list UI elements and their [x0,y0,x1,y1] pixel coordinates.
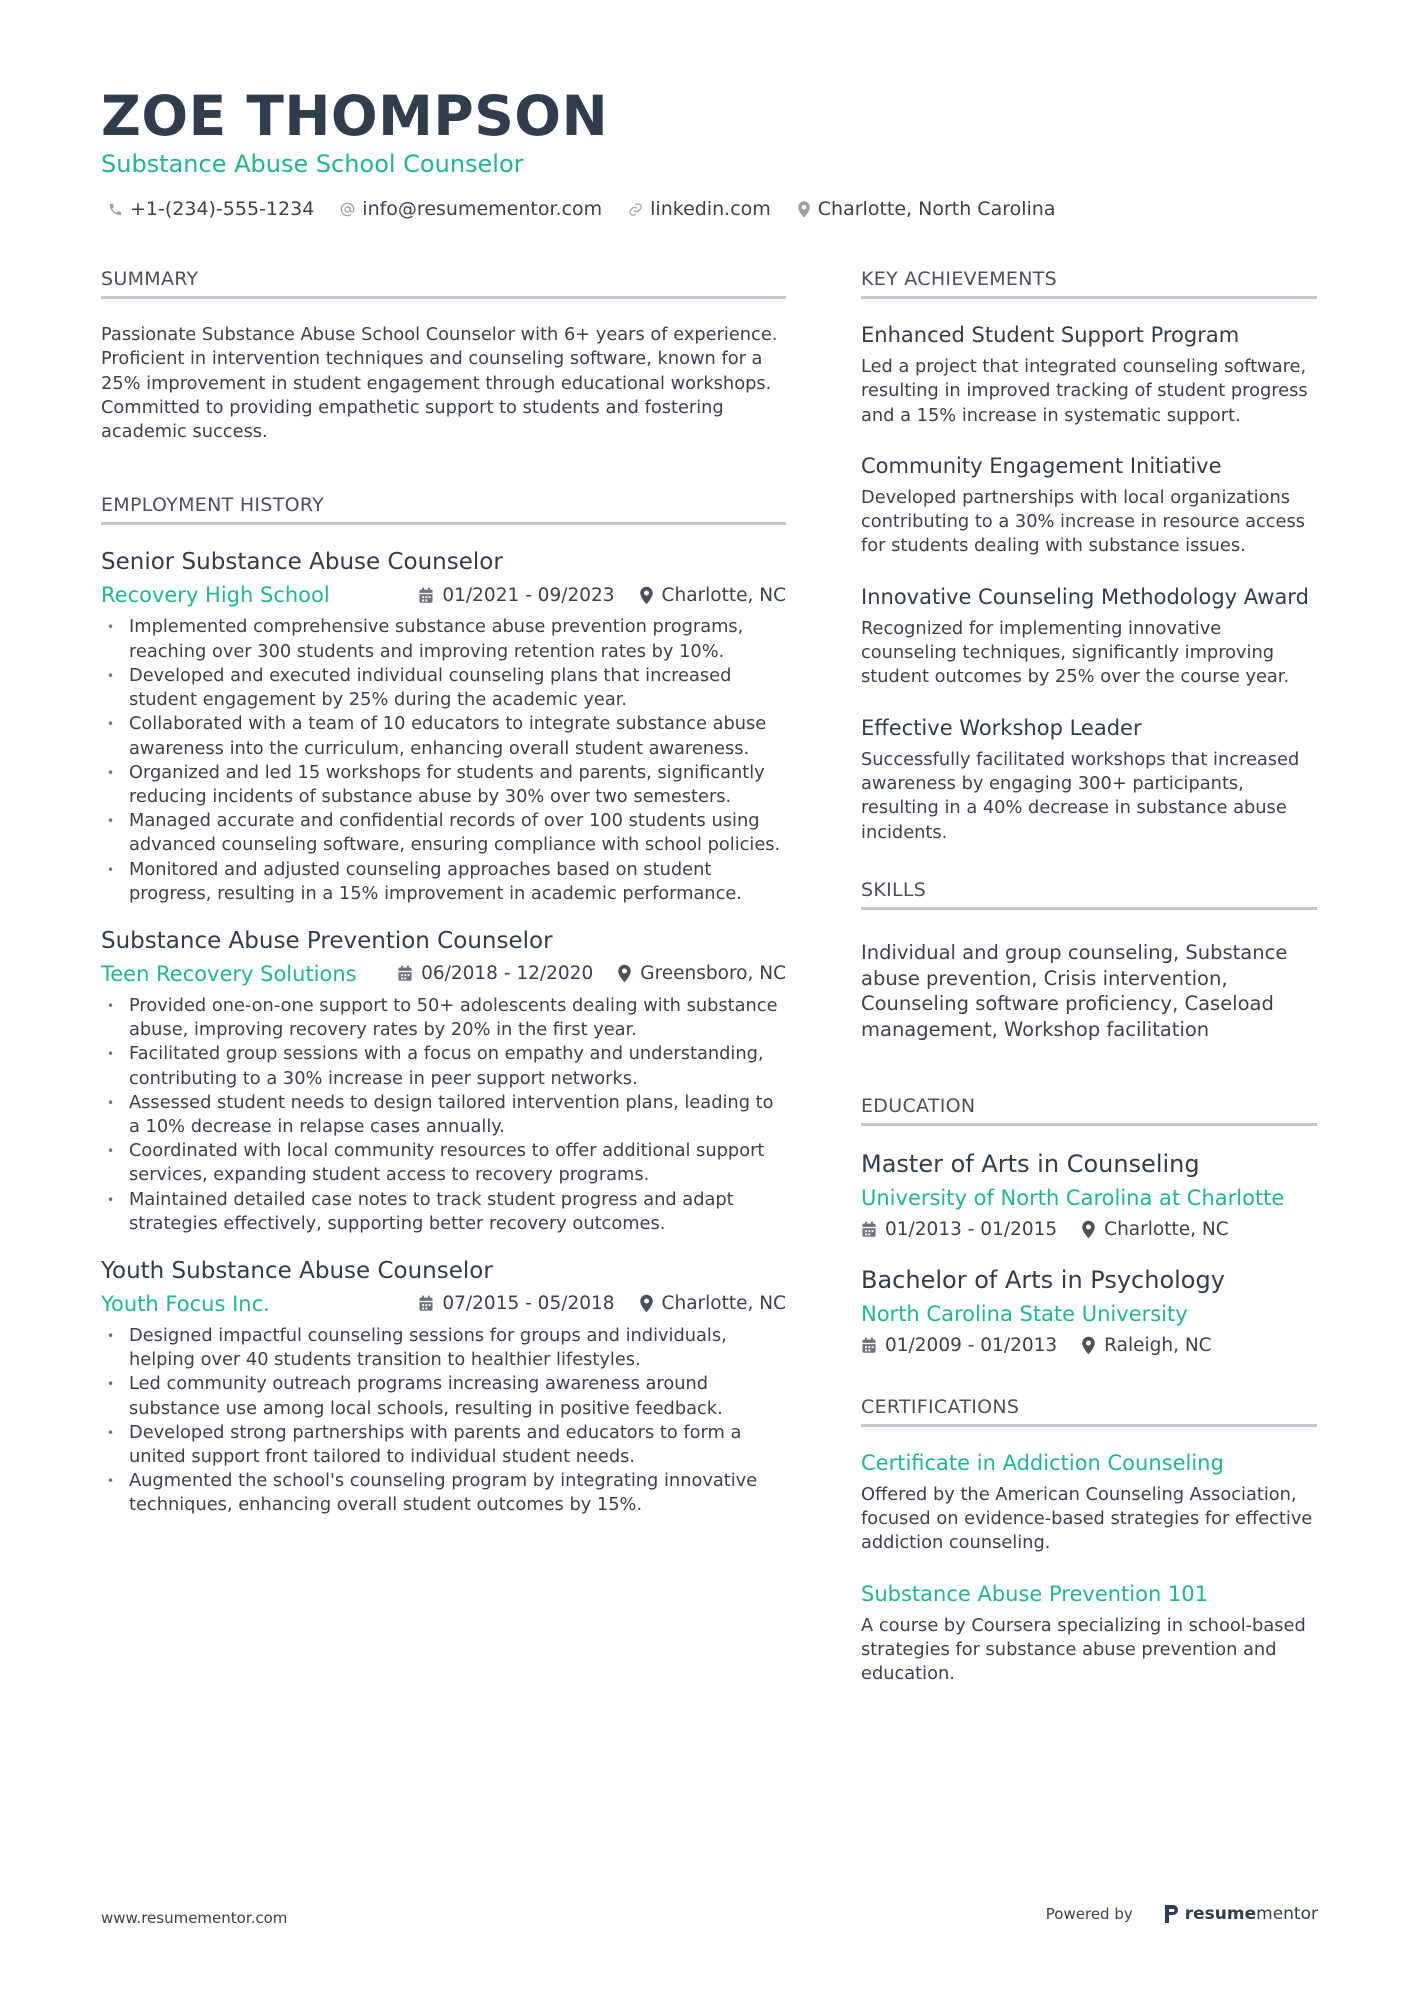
achievement-item [861,323,1317,428]
certification-title: Certificate in Addiction Counseling [861,1450,1224,1475]
achievement-text: Led a project that integrated counseling software, resulting in improved tracking of student progress and a 15% increase in systematic support. [861,356,1308,426]
map-pin-icon [639,1294,654,1313]
brand-name-thin: mentor [1256,1904,1318,1924]
contact-email[interactable] [340,198,602,220]
link-icon [628,202,643,217]
job-location [639,585,786,606]
map-pin-icon [639,586,654,605]
achievements-section [861,268,1317,845]
job-meta [101,583,786,607]
achievement-title: Innovative Counseling Methodology Award [861,584,1309,609]
company-name: Youth Focus Inc. [101,1291,270,1316]
education-dates [861,1335,1057,1356]
right-column [861,268,1317,1736]
education-location-text: Raleigh, NC [1104,1334,1212,1356]
job-entry [101,549,786,905]
company-name: Recovery High School [101,583,330,608]
job-title: Substance Abuse Prevention Counselor [101,927,553,954]
left-column [101,268,786,1540]
section-title-skills: SKILLS [861,879,1317,910]
linkedin-text: linkedin.com [650,198,771,220]
job-entry [101,1258,786,1518]
certification-text: A course by Coursera specializing in school-based strategies for substance abuse prevention and education. [861,1614,1306,1685]
education-location-text: Charlotte, NC [1104,1218,1229,1240]
job-bullet: • Maintained detailed case notes to track student progress and adapt strategies effectively, supporting better recovery outcomes. [101,1188,786,1236]
contact-bar [108,198,1081,220]
achievement-text: Recognized for implementing innovative counseling techniques, significantly improving student outcomes by 25% over the course year. [861,617,1290,688]
map-pin-icon [617,964,632,983]
section-title-education: EDUCATION [861,1095,1317,1126]
calendar-icon [861,1337,877,1354]
job-location-text: Charlotte, NC [661,1293,786,1315]
education-school: University of North Carolina at Charlotte [861,1185,1285,1210]
brand-name-bold: resume [1184,1904,1257,1924]
certification-text: Offered by the American Counseling Association, focused on evidence-based strategies for effective addiction counseling. [861,1483,1313,1554]
location-text: Charlotte, North Carolina [817,198,1056,220]
job-bullet: • Provided one-on-one support to 50+ adolescents dealing with substance abuse, improving recovery rates by 20% in the first year. [101,994,786,1042]
contact-location [797,198,1056,220]
job-title: Youth Substance Abuse Counselor [101,1257,493,1284]
achievement-text: Developed partnerships with local organizations contributing to a 30% increase in resource access for students dealing with substance issues. [861,486,1305,557]
footer-brand [1046,1904,1318,1924]
job-bullet: • Monitored and adjusted counseling approaches based on student progress, resulting in a 15% improvement in academic performance. [101,858,786,906]
education-degree: Master of Arts in Counseling [861,1149,1200,1178]
job-bullet: • Assessed student needs to design tailored intervention plans, leading to a 10% decrease in relapse cases annually. [101,1091,786,1139]
job-dates [397,963,593,984]
candidate-role: Substance Abuse School Counselor [101,150,524,178]
job-bullet: • Collaborated with a team of 10 educators to integrate substance abuse awareness into the curriculum, enhancing overall student awareness. [101,712,786,760]
brand-logo[interactable] [1163,1904,1318,1924]
job-dates-text: 01/2021 - 09/2023 [442,584,615,606]
job-dates [418,585,614,606]
summary-text: Passionate Substance Abuse School Counselor with 6+ years of experience. Proficient in intervention techniques and counseling software, known for a 25% improvement in student engagement through educational workshops. Committed to providing empathetic support to students and fostering academic success. [101,324,778,443]
employment-section [101,494,786,1517]
calendar-icon [861,1221,877,1238]
footer-website[interactable]: www.resumementor.com [101,1909,288,1927]
job-bullets [101,1324,786,1518]
job-location [639,1293,786,1314]
certifications-section [861,1396,1317,1687]
job-bullet: • Developed strong partnerships with parents and educators to form a united support front tailored to individual student needs. [101,1421,786,1469]
achievement-item [861,454,1317,559]
job-entry [101,928,786,1236]
skills-section [861,879,1317,1043]
job-dates [418,1293,614,1314]
job-location [617,963,786,984]
certification-item [861,1582,1317,1687]
job-bullet: • Led community outreach programs increasing awareness around substance use among local schools, resulting in positive feedback. [101,1372,786,1420]
job-bullet: • Facilitated group sessions with a focus on empathy and understanding, contributing to a 30% increase in peer support networks. [101,1042,786,1090]
job-location-text: Charlotte, NC [661,584,786,606]
achievement-item [861,716,1317,845]
job-bullet: • Designed impactful counseling sessions for groups and individuals, helping over 40 students transition to healthier lifestyles. [101,1324,786,1372]
job-location-text: Greensboro, NC [640,963,786,985]
job-title: Senior Substance Abuse Counselor [101,549,503,576]
contact-phone[interactable] [108,198,314,220]
calendar-icon [397,965,413,982]
achievement-title: Effective Workshop Leader [861,715,1142,740]
at-sign-icon [340,202,355,217]
education-item [861,1266,1317,1356]
achievement-item [861,585,1317,690]
skills-text: Individual and group counseling, Substance abuse prevention, Crisis intervention, Counseling software proficiency, Caseload management, Workshop facilitation [861,940,1288,1041]
summary-section [101,268,786,444]
job-bullets [101,615,786,905]
section-title-summary: SUMMARY [101,268,786,299]
job-meta [101,1292,786,1316]
section-title-employment: EMPLOYMENT HISTORY [101,494,786,525]
job-bullet: • Developed and executed individual counseling plans that increased student engagement by 25% during the academic year. [101,664,786,712]
resumementor-logo-icon [1163,1904,1179,1924]
contact-linkedin[interactable] [628,198,771,220]
calendar-icon [418,1295,434,1312]
achievement-text: Successfully facilitated workshops that increased awareness by engaging 300+ participants, resulting in a 40% decrease in substance abuse incidents. [861,748,1300,843]
education-section [861,1095,1317,1356]
job-bullets [101,994,786,1236]
education-dates [861,1219,1057,1240]
section-title-certifications: CERTIFICATIONS [861,1396,1317,1427]
job-dates-text: 07/2015 - 05/2018 [442,1293,615,1315]
education-dates-text: 01/2013 - 01/2015 [885,1218,1058,1240]
section-title-achievements: KEY ACHIEVEMENTS [861,268,1317,299]
education-degree: Bachelor of Arts in Psychology [861,1265,1225,1294]
education-location [1081,1335,1211,1356]
map-pin-icon [1081,1220,1096,1239]
education-location [1081,1219,1228,1240]
job-dates-text: 06/2018 - 12/2020 [421,963,594,985]
achievement-title: Community Engagement Initiative [861,453,1222,478]
certification-title: Substance Abuse Prevention 101 [861,1581,1209,1606]
certification-item [861,1451,1317,1556]
job-bullet: • Managed accurate and confidential records of over 100 students using advanced counseling software, ensuring compliance with school policies. [101,809,786,857]
job-meta [101,962,786,986]
education-dates-text: 01/2009 - 01/2013 [885,1334,1058,1356]
phone-text: +1-(234)-555-1234 [130,198,315,220]
phone-icon [108,202,123,217]
education-item [861,1150,1317,1240]
powered-by-text: Powered by [1045,1905,1133,1923]
education-school: North Carolina State University [861,1301,1188,1326]
achievement-title: Enhanced Student Support Program [861,323,1240,347]
map-pin-icon [797,201,811,218]
calendar-icon [418,587,434,604]
candidate-name: ZOE THOMPSON [101,84,609,148]
job-bullet: • Organized and led 15 workshops for students and parents, significantly reducing incidents of substance abuse by 30% over two semesters. [101,761,786,809]
job-bullet: • Implemented comprehensive substance abuse prevention programs, reaching over 300 students and improving retention rates by 10%. [101,615,786,663]
company-name: Teen Recovery Solutions [101,961,357,986]
job-bullet: • Augmented the school's counseling program by integrating innovative techniques, enhancing overall student outcomes by 15%. [101,1469,786,1517]
map-pin-icon [1081,1336,1096,1355]
job-bullet: • Coordinated with local community resources to offer additional support services, expanding student access to recovery programs. [101,1139,786,1187]
email-text: info@resumementor.com [362,198,603,220]
